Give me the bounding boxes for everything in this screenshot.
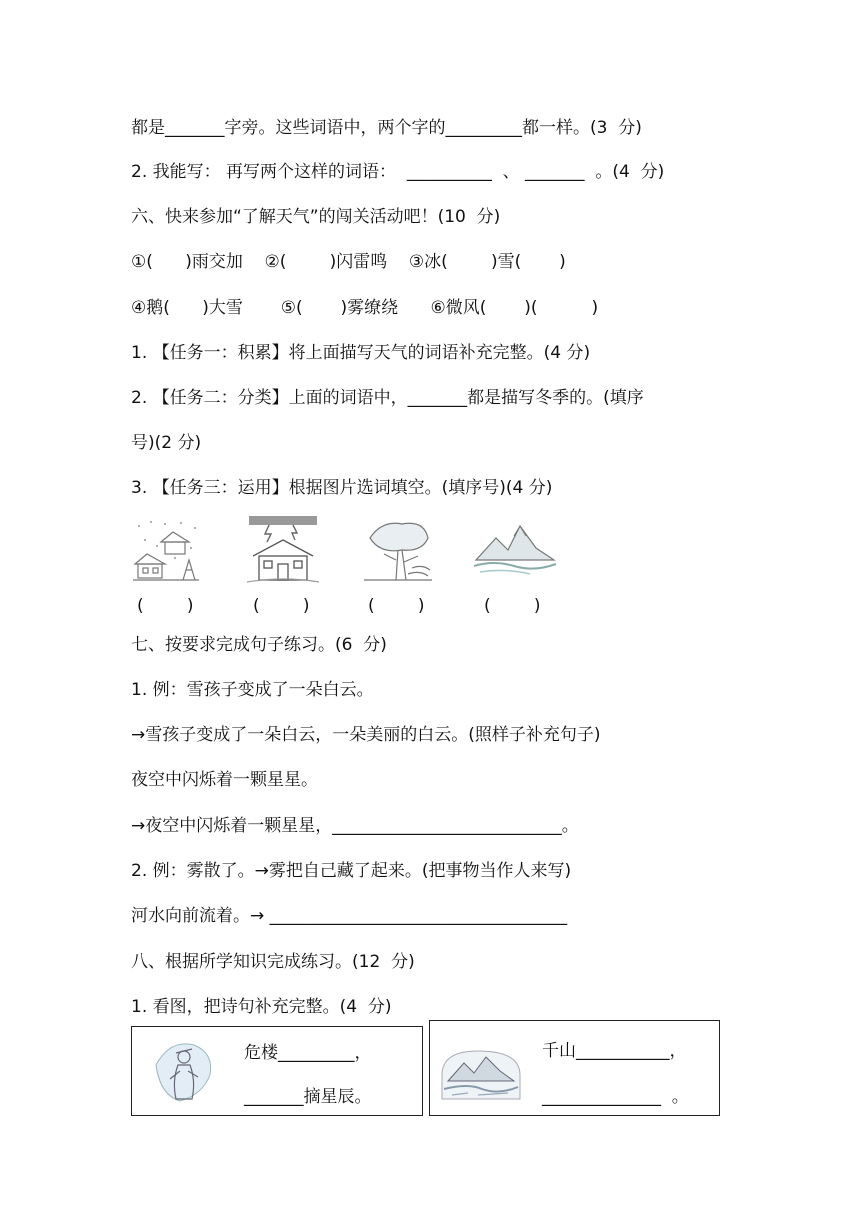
- picture-2-answer: ( ): [253, 596, 310, 616]
- task-2-continued: 号)(2 分): [131, 433, 202, 453]
- task-2: 2. 【任务二：分类】上面的词语中，_______都是描写冬季的。(填序: [131, 388, 644, 408]
- section-8-heading: 八、根据所学知识完成练习。(12 分): [131, 952, 415, 972]
- question-2-writing: 2. 我能写： 再写两个这样的词语： __________ 、 _______ 。(4 分): [131, 162, 665, 182]
- section-6-heading: 六、快来参加“了解天气”的闯关活动吧！(10 分): [131, 207, 501, 227]
- weather-words-row-1: ①( )雨交加 ②( )闪雷鸣 ③冰( )雪( ): [131, 252, 566, 272]
- misty-mountains-icon: [474, 520, 556, 580]
- poem-box-1: [131, 1026, 423, 1116]
- snow-village-icon: [131, 518, 201, 584]
- poem-1-line-1: 危楼_________，: [244, 1043, 372, 1063]
- sentence-example-2: 2. 例：雾散了。→雾把自己藏了起来。(把事物当作人来写): [131, 861, 572, 881]
- poem-2-line-1: 千山___________，: [542, 1041, 687, 1061]
- sentence-exercise-2: 河水向前流着。→ ___________________________________: [131, 906, 568, 926]
- poet-figure-icon: [150, 1035, 218, 1107]
- picture-4-answer: ( ): [484, 596, 541, 616]
- sentence-example-1-result: →雪孩子变成了一朵白云，一朵美丽的白云。(照样子补充句子): [131, 725, 601, 745]
- sentence-exercise-1-answer: →夜空中闪烁着一颗星星，___________________________。: [131, 816, 579, 836]
- poem-box-2: [429, 1020, 720, 1116]
- task-1: 1. 【任务一：积累】将上面描写天气的词语补充完整。(4 分): [131, 343, 591, 363]
- picture-1-answer: ( ): [137, 596, 194, 616]
- thunderstorm-house-icon: [247, 516, 319, 586]
- task-3: 3. 【任务三：运用】根据图片选词填空。(填序号)(4 分): [131, 478, 553, 498]
- picture-3-answer: ( ): [368, 596, 425, 616]
- sentence-example-1: 1. 例：雪孩子变成了一朵白云。: [131, 680, 374, 700]
- sentence-exercise-1: 夜空中闪烁着一颗星星。: [131, 770, 318, 790]
- poem-2-line-2: ______________ 。: [542, 1087, 689, 1107]
- snow-mountain-lake-icon: [438, 1045, 524, 1103]
- windy-tree-icon: [362, 516, 434, 586]
- poem-1-line-2: _______摘星辰。: [244, 1087, 372, 1107]
- text-line-1: 都是_______字旁。这些词语中，两个字的_________都一样。(3 分): [131, 118, 642, 138]
- poem-task: 1. 看图，把诗句补充完整。(4 分): [131, 997, 392, 1017]
- section-7-heading: 七、按要求完成句子练习。(6 分): [131, 635, 387, 655]
- weather-words-row-2: ④鹅( )大雪 ⑤( )雾缭绕 ⑥微风( )( ): [131, 298, 599, 318]
